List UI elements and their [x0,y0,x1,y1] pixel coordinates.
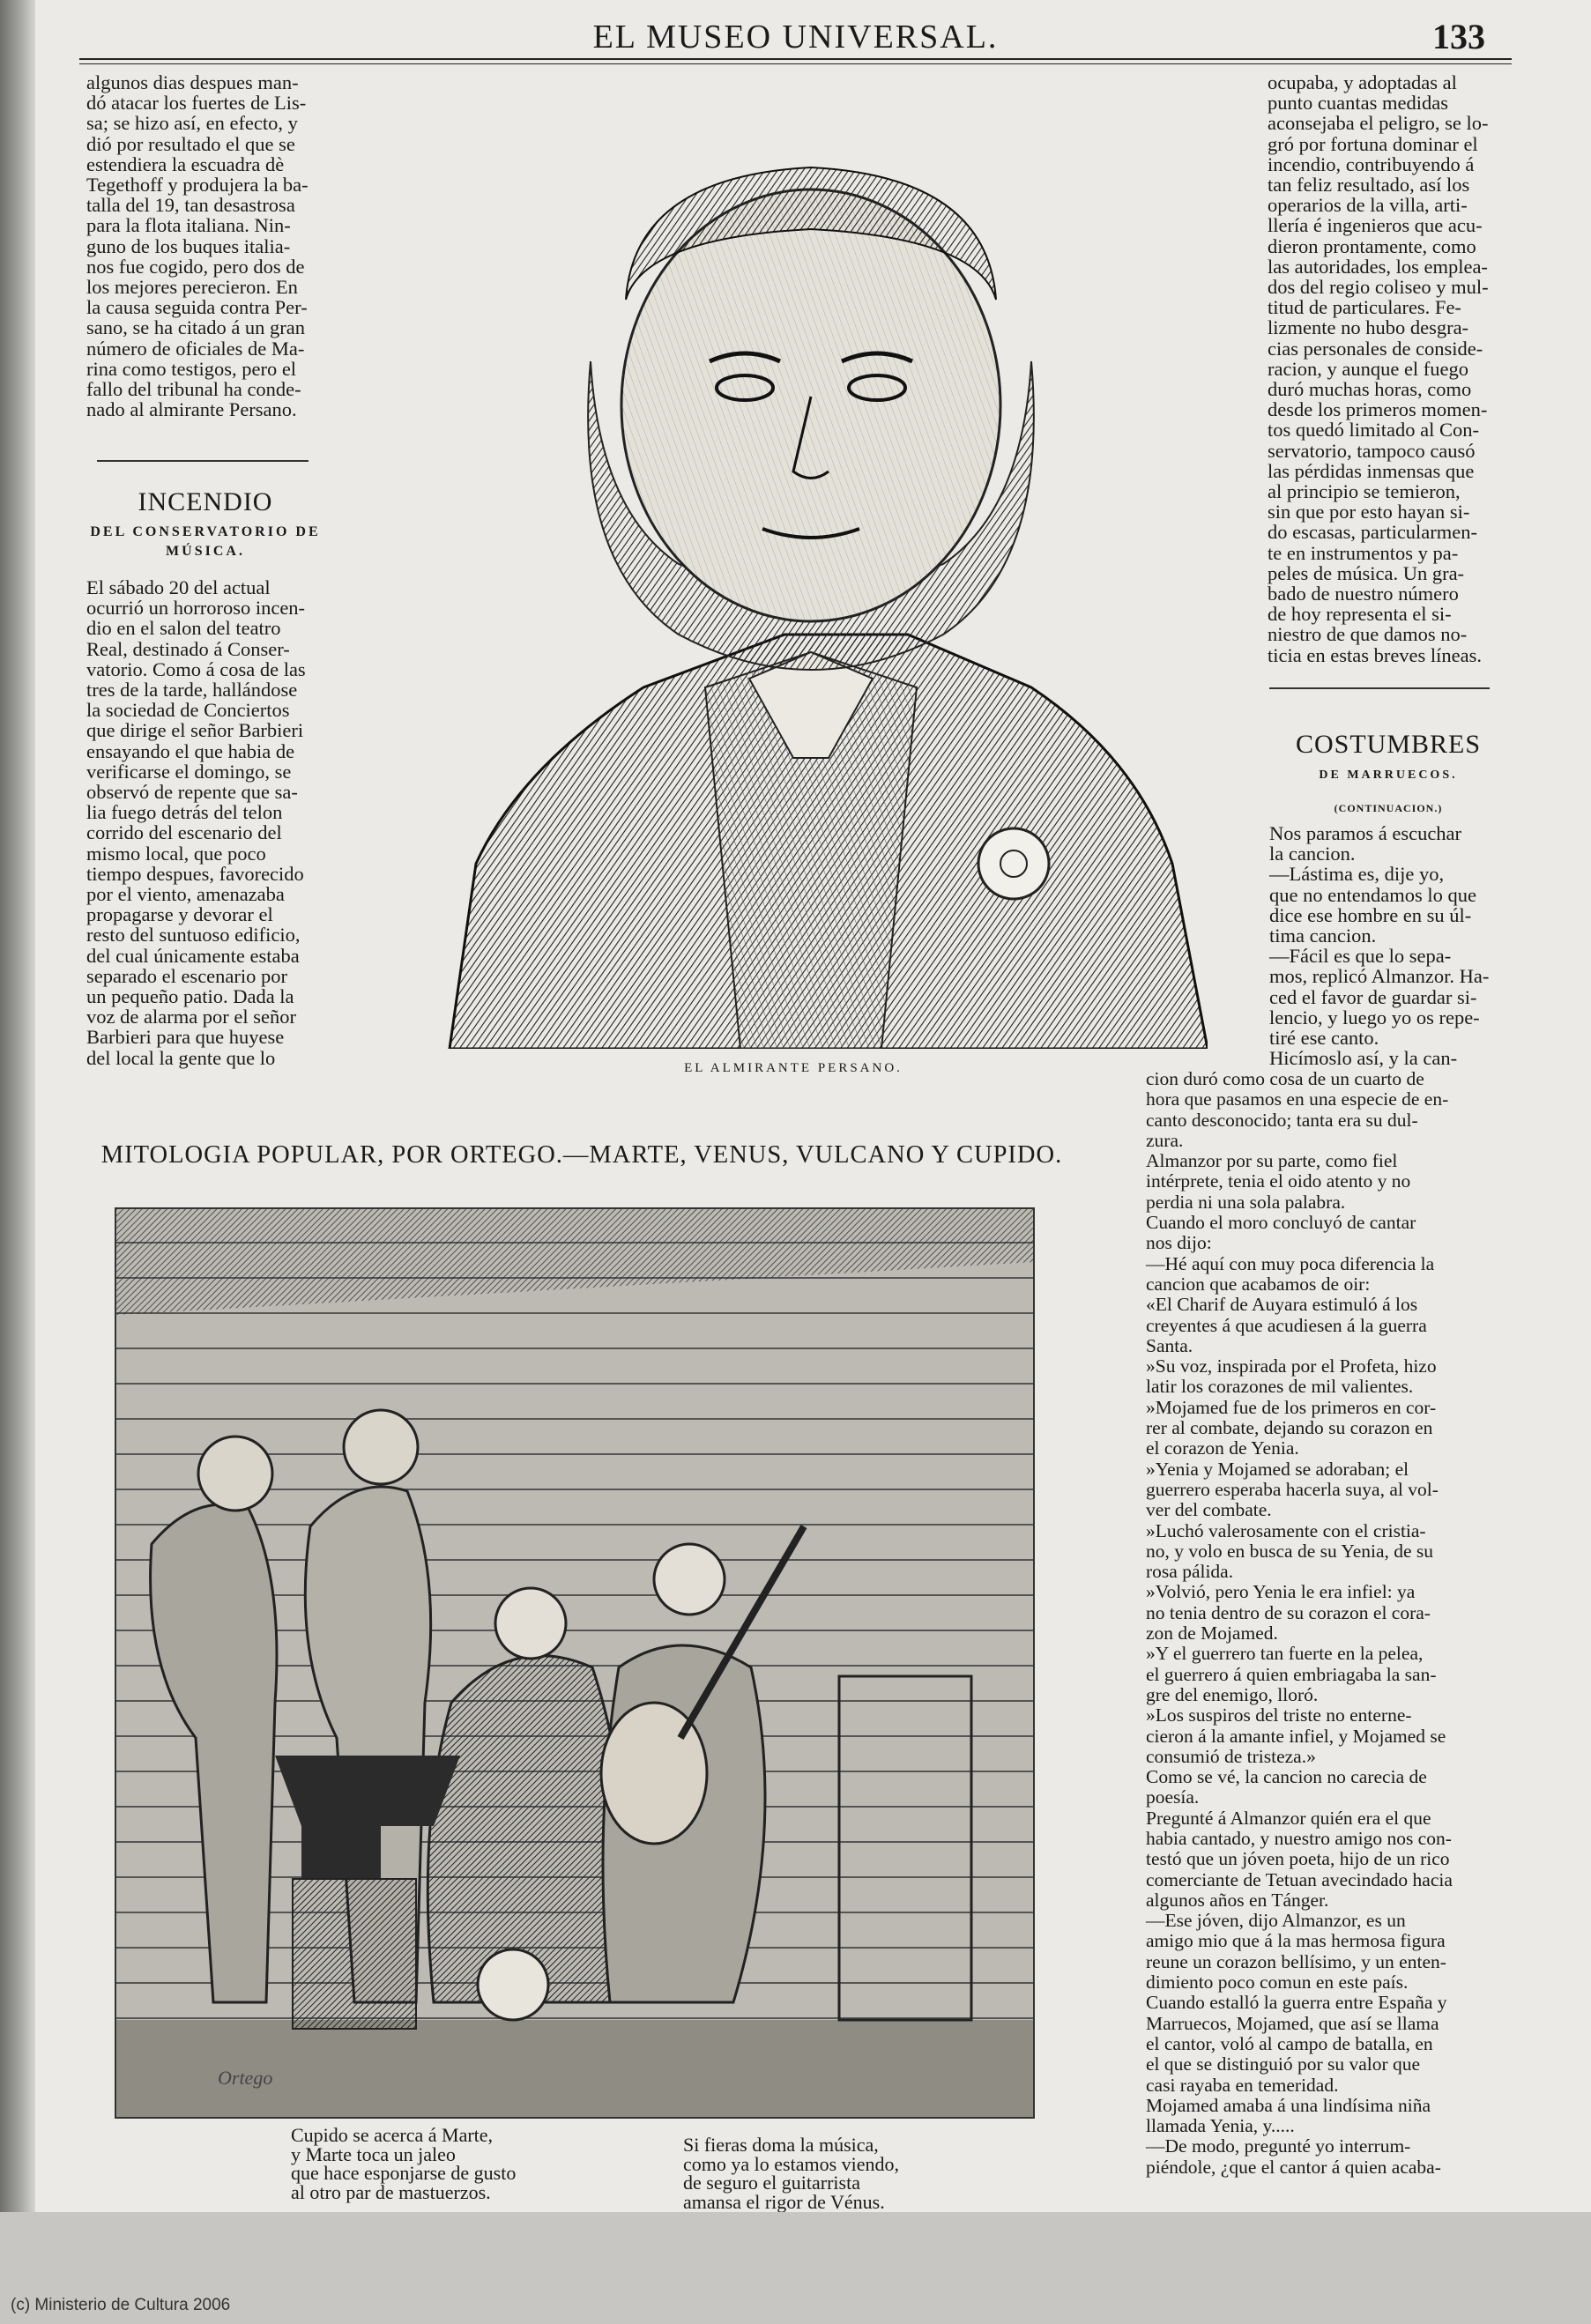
copyright-notice: (c) Ministerio de Cultura 2006 [11,2296,231,2314]
costumbres-subtitle: DE MARRUECOS. [1319,768,1458,782]
illustration-title: MITOLOGIA POPULAR, POR ORTEGO.—MARTE, VENUS, VULCANO Y CUPIDO. [100,1141,1063,1169]
verse-right: Si fieras doma la música, como ya lo estamos viendo, de seguro el guitarrista amansa el rigor de Vénus. [683,2134,900,2213]
artist-signature: Ortego [218,2067,273,2089]
incendio-body: El sábado 20 del actual ocurrió un horroroso incen- dio en el salon del teatro Real, destinado á Conser- vatorio. Como á cosa de las tres de la tarde, hallándose la sociedad de Conciertos que dirige el señor Barbieri ensayando el que habia de verificarse el domingo, se observó de repente que sa- lia fuego detrás del telon corrido del escenario del mismo local, que poco tiempo despues, favorecido por el viento, amenazaba propagarse y devorar el resto del suntuoso edificio, del cual únicamente estaba separado el escenario por un pequeño patio. Dada la voz de alarma por el señor Barbieri para que huyese del local la gente que lo [86,576,306,1069]
forge-scene-icon [116,1209,1033,2117]
forge-scene-engraving [115,1207,1035,2119]
section-divider [97,460,309,462]
incendio-subtitle: DEL CONSERVATORIO DE [90,524,321,539]
header-rule [79,58,1512,60]
incendio-title: INCENDIO [138,487,273,516]
portrait-figure-icon [414,71,1208,1049]
scan-footer-band [0,2212,1591,2324]
costumbres-body-narrow: Nos paramos á escuchar la cancion. —Lástima es, dije yo, que no entendamos lo que dice ese hombre en su úl- tima cancion. —Fácil es que lo sepa- mos, replicó Almanzor. Ha- ced el favor de guardar si- lencio, y luego yo os repe- tiré ese canto. Hicímoslo así, y la can- [1269,822,1490,1070]
portrait-caption: EL ALMIRANTE PERSANO. [684,1061,903,1075]
page-fold-shadow [0,0,35,2324]
incendio-subtitle-2: MÚSICA. [166,544,245,559]
costumbres-continuation: (CONTINUACION.) [1334,802,1443,814]
right-column-top: ocupaba, y adoptadas al punto cuantas medidas aconsejaba el peligro, se lo- gró por fortuna dominar el incendio, contribuyendo á tan feliz resultado, así los operarios de la villa, arti- llería é ingenieros que acu- dieron prontamente, como las autoridades, los emplea- dos del regio coliseo y mul- titud de particulares. Fe- lizmente no hubo desgra- cias personales de conside- racion, y aunque el fuego duró muchas horas, como desde los primeros momen- tos quedó limitado al Con- servatorio, tampoco causó las pérdidas inmensas que al principio se temieron, sin que por esto hayan si- do escasas, particularmen- te en instrumentos y pa- peles de música. Un gra- bado de nuestro número de hoy representa el si- niestro de que damos no- ticia en estas breves líneas. [1268,71,1489,666]
section-divider-right [1269,687,1490,689]
verse-left: Cupido se acerca á Marte, y Marte toca un jaleo que hace esponjarse de gusto al otro par de mastuerzos. [291,2124,517,2203]
header-rule-thin [79,63,1512,64]
page-number: 133 [1432,17,1485,56]
costumbres-body-wide: cion duró como cosa de un cuarto de hora que pasamos en una especie de en- canto desconocido; tanta era su dul- zura. Almanzor por su parte, como fiel intérprete, tenia el oido atento y no perdia ni una sola palabra. Cuando el moro concluyó de cantar nos dijo: —Hé aquí con muy poca diferencia la cancion que acabamos de oir: «El Charif de Auyara estimuló á los creyentes á que acudiesen á la guerra Santa. »Su voz, inspirada por el Profeta, hizo latir los corazones de mil valientes. »Mojamed fue de los primeros en cor- rer al combate, dejando su corazon en el corazon de Yenia. »Yenia y Mojamed se adoraban; el guerrero esperaba hacerla suya, al vol- ver del combate. »Luchó valerosamente con el cristia- no, y volo en busca de su Yenia, de su rosa pálida. »Volvió, pero Yenia le era infiel: ya no tenia dentro de su corazon el cora- zon de Mojamed. »Y el guerrero tan fuerte en la pelea, el guerrero á quien embriagaba la san- gre del enemigo, lloró. »Los suspiros del triste no enterne- cieron á la amante infiel, y Mojamed se consumió de tristeza.» Como se vé, la cancion no carecia de poesía. Pregunté á Almanzor quién era el que habia cantado, y nuestro amigo nos con- testó que un jóven poeta, hijo de un rico comerciante de Tetuan avecindado hacia algunos años en Tánger. —Ese jóven, dijo Almanzor, es un amigo mio que á la mas hermosa figura reune un corazon bellísimo, y un enten- dimiento poco comun en este país. Cuando estalló la guerra entre España y Marruecos, Mojamed, que así se llama el cantor, voló al campo de batalla, en el que se distinguió por su valor que casi rayaba en temeridad. Mojamed amaba á una lindísima niña llamada Yenia, y..... —De modo, pregunté yo interrum- piéndole, ¿que el cantor á quien acaba- [1146,1068,1453,2178]
portrait-engraving [414,71,1208,1049]
costumbres-title: COSTUMBRES [1295,730,1482,759]
left-column-top: algunos dias despues man- dó atacar los fuertes de Lis- sa; se hizo así, en efecto, y dió por resultado el que se estendiera la escuadra dè Tegethoff y produjera la ba- talla del 19, tan desastrosa para la flota italiana. Nin- guno de los buques italia- nos fue cogido, pero dos de los mejores perecieron. En la causa seguida contra Per- sano, se ha citado á un gran número de oficiales de Ma- rina como testigos, pero el fallo del tribunal ha conde- nado al almirante Persano. [86,71,309,421]
newspaper-title: EL MUSEO UNIVERSAL. [592,19,999,56]
